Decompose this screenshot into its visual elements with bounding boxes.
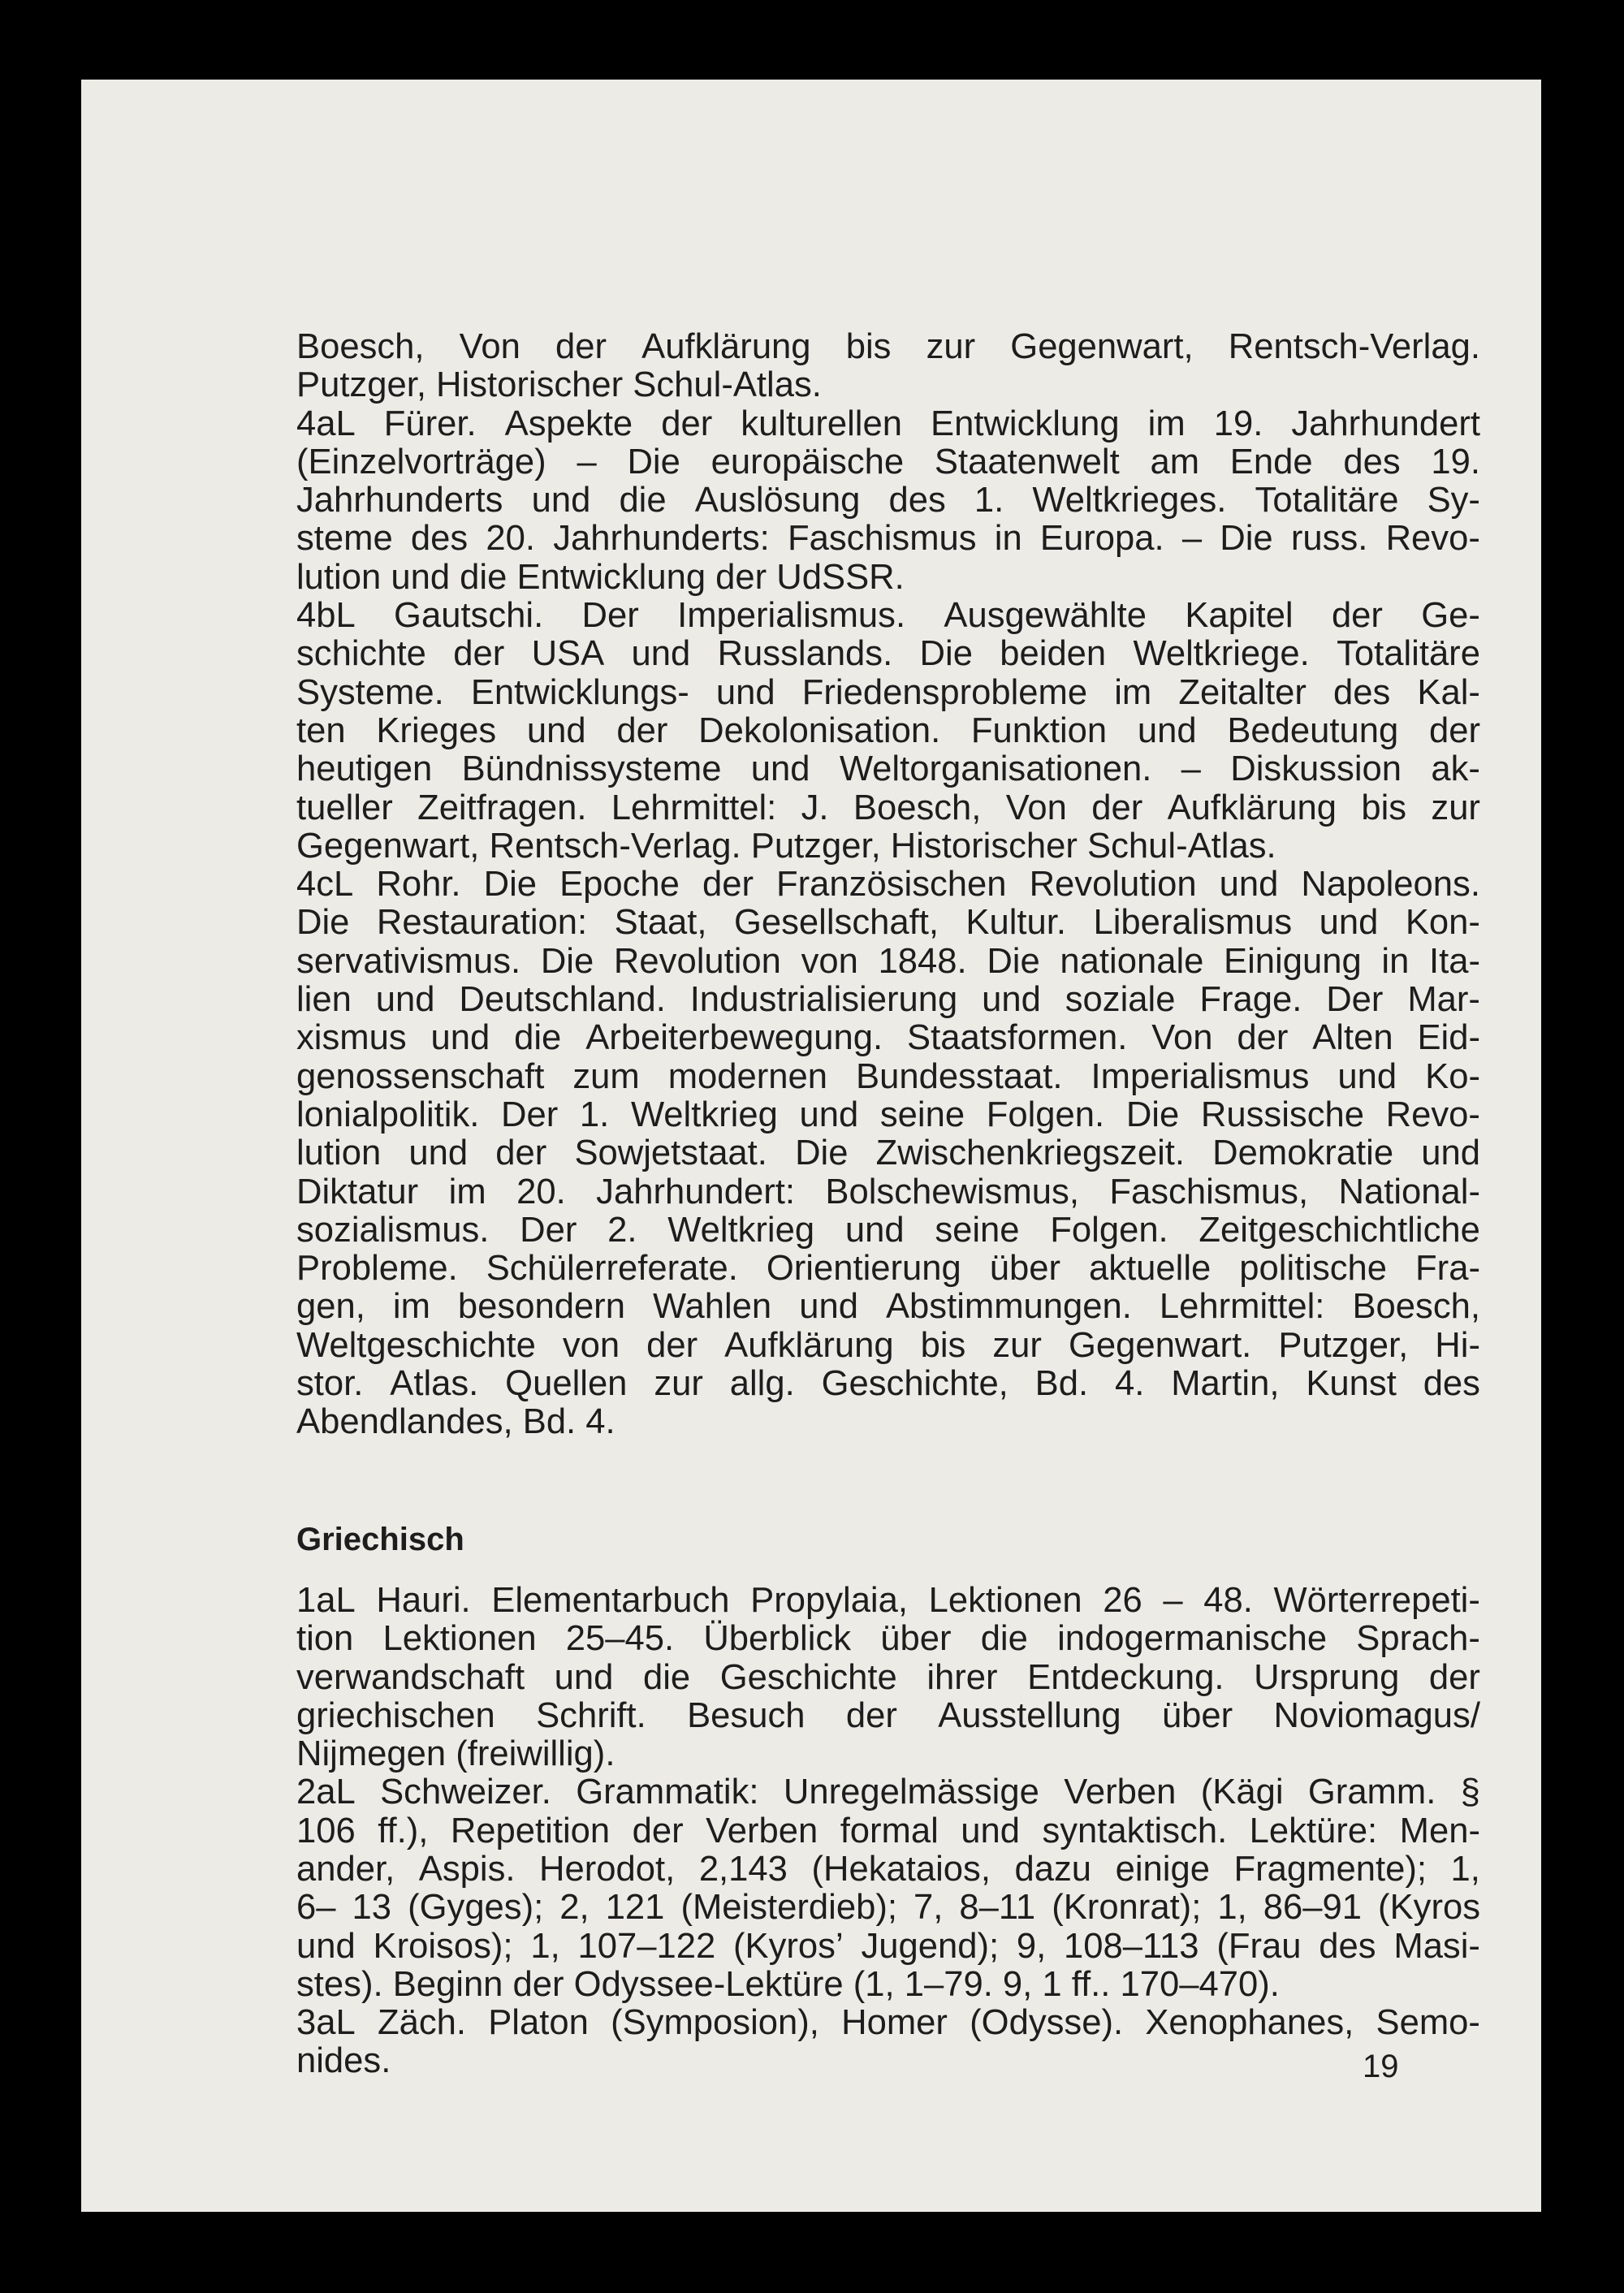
text-line: heutigen Bündnissysteme und Weltorganisationen. – Diskussion ak-: [296, 750, 1480, 789]
text-line: 2aL Schweizer. Grammatik: Unregelmässige Verben (Kägi Gramm. §: [296, 1773, 1480, 1812]
text-line: ander, Aspis. Herodot, 2,143 (Hekataios, dazu einige Fragmente); 1,: [296, 1850, 1480, 1889]
text-line: xismus und die Arbeiterbewegung. Staatsformen. Von der Alten Eid-: [296, 1019, 1480, 1058]
text-line: 106 ff.), Repetition der Verben formal und syntaktisch. Lektüre: Men-: [296, 1812, 1480, 1850]
text-line: 4aL Fürer. Aspekte der kulturellen Entwicklung im 19. Jahrhundert: [296, 404, 1480, 443]
text-line: stor. Atlas. Quellen zur allg. Geschichte, Bd. 4. Martin, Kunst des: [296, 1365, 1480, 1404]
text-line: gen, im besondern Wahlen und Abstimmungen. Lehrmittel: Boesch,: [296, 1288, 1480, 1327]
history-section: [296, 328, 1480, 1442]
text-line: lution und die Entwicklung der UdSSR.: [296, 558, 905, 597]
text-line: 3aL Zäch. Platon (Symposion), Homer (Odysse). Xenophanes, Semo-: [296, 2004, 1480, 2043]
text-line: tion Lektionen 25–45. Überblick über die indogermanische Sprach-: [296, 1620, 1480, 1659]
text-line: ten Krieges und der Dekolonisation. Funktion und Bedeutung der: [296, 711, 1480, 750]
text-line: Abendlandes, Bd. 4.: [296, 1403, 615, 1442]
text-line: nides.: [296, 2042, 391, 2081]
text-line: Diktatur im 20. Jahrhundert: Bolschewismus, Faschismus, National-: [296, 1172, 1480, 1211]
page-number: 19: [1363, 2049, 1399, 2084]
text-line: genossenschaft zum modernen Bundesstaat. Imperialismus und Ko-: [296, 1057, 1480, 1096]
text-line: 1aL Hauri. Elementarbuch Propylaia, Lektionen 26 – 48. Wörterrepeti-: [296, 1581, 1480, 1620]
text-line: sozialismus. Der 2. Weltkrieg und seine Folgen. Zeitgeschichtliche: [296, 1211, 1480, 1250]
text-line: servativismus. Die Revolution von 1848. Die nationale Einigung in Ita-: [296, 942, 1480, 981]
text-line: (Einzelvorträge) – Die europäische Staatenwelt am Ende des 19.: [296, 443, 1480, 481]
text-line: verwandschaft und die Geschichte ihrer Entdeckung. Ursprung der: [296, 1658, 1480, 1697]
text-line: Putzger, Historischer Schul-Atlas.: [296, 366, 822, 405]
text-line: Weltgeschichte von der Aufklärung bis zur Gegenwart. Putzger, Hi-: [296, 1326, 1480, 1365]
page-content: [296, 328, 1480, 2081]
text-line: stes). Beginn der Odyssee-Lektüre (1, 1–79. 9, 1 ff.. 170–470).: [296, 1965, 1280, 2004]
text-line: Gegenwart, Rentsch-Verlag. Putzger, Historischer Schul-Atlas.: [296, 827, 1276, 866]
text-line: 6– 13 (Gyges); 2, 121 (Meisterdieb); 7, 8–11 (Kronrat); 1, 86–91 (Kyros: [296, 1889, 1480, 1928]
text-line: steme des 20. Jahrhunderts: Faschismus in Europa. – Die russ. Revo-: [296, 520, 1480, 559]
greek-section: [296, 1582, 1480, 2081]
text-line: Die Restauration: Staat, Gesellschaft, Kultur. Liberalismus und Kon-: [296, 904, 1480, 943]
text-line: Probleme. Schülerreferate. Orientierung über aktuelle politische Fra-: [296, 1250, 1480, 1289]
text-line: und Kroisos); 1, 107–122 (Kyros’ Jugend); 9, 108–113 (Frau des Masi-: [296, 1927, 1480, 1966]
text-line: Nijmegen (freiwillig).: [296, 1735, 615, 1774]
text-line: Systeme. Entwicklungs- und Friedensprobleme im Zeitalter des Kal-: [296, 673, 1480, 712]
text-line: 4bL Gautschi. Der Imperialismus. Ausgewählte Kapitel der Ge-: [296, 597, 1480, 636]
text-line: griechischen Schrift. Besuch der Ausstellung über Noviomagus/: [296, 1696, 1480, 1735]
text-line: 4cL Rohr. Die Epoche der Französischen Revolution und Napoleons.: [296, 866, 1480, 905]
text-line: schichte der USA und Russlands. Die beiden Weltkriege. Totalitäre: [296, 635, 1480, 674]
text-line: Boesch, Von der Aufklärung bis zur Gegenwart, Rentsch-Verlag.: [296, 328, 1480, 366]
text-line: lonialpolitik. Der 1. Weltkrieg und seine Folgen. Die Russische Revo-: [296, 1095, 1480, 1134]
text-line: lien und Deutschland. Industrialisierung und soziale Frage. Der Mar-: [296, 981, 1480, 1020]
text-line: lution und der Sowjetstaat. Die Zwischenkriegszeit. Demokratie und: [296, 1134, 1480, 1173]
text-line: tueller Zeitfragen. Lehrmittel: J. Boesch, Von der Aufklärung bis zur: [296, 788, 1480, 827]
text-line: Jahrhunderts und die Auslösung des 1. Weltkrieges. Totalitäre Sy-: [296, 481, 1480, 520]
document-page: [81, 80, 1541, 2212]
section-heading-griechisch: Griechisch: [296, 1521, 464, 1557]
